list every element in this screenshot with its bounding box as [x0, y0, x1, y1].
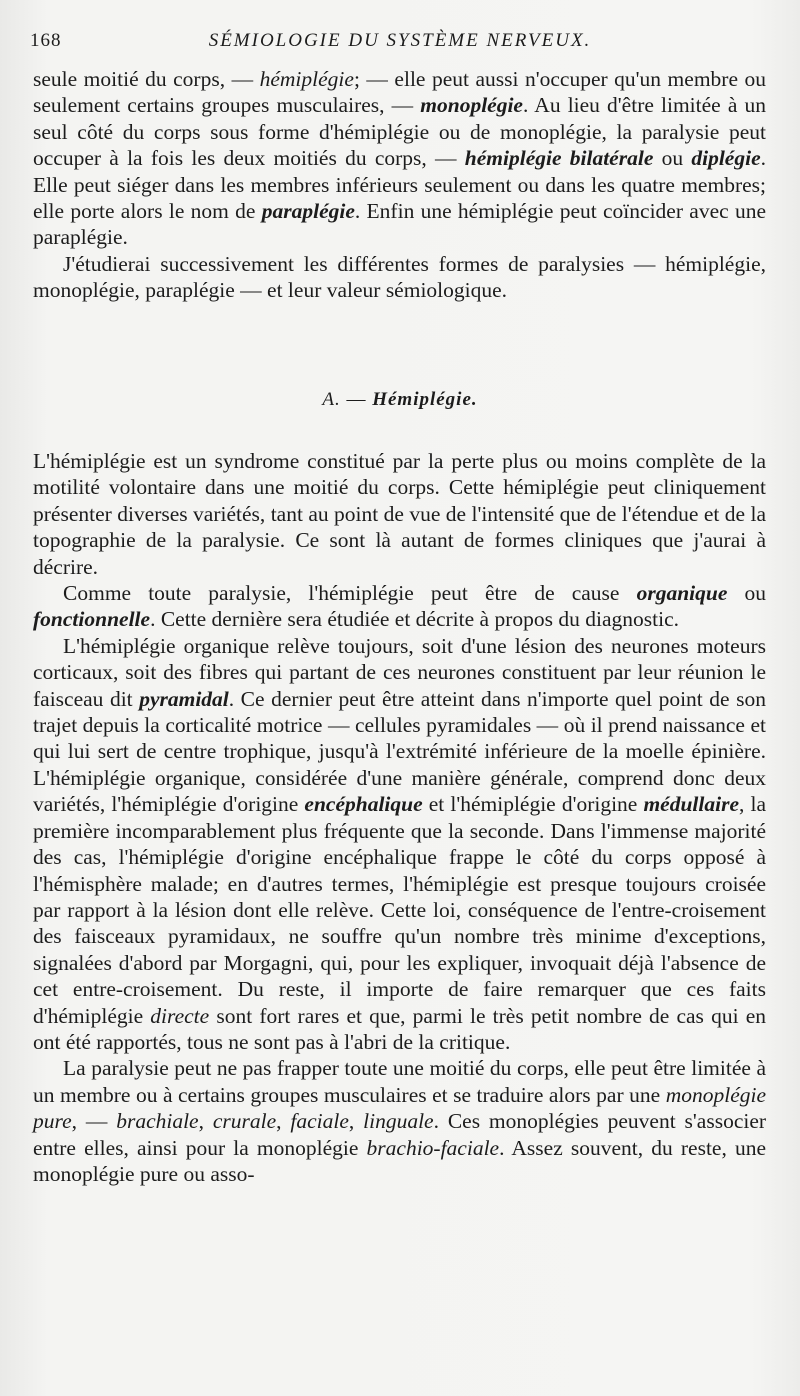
section-dash: —: [346, 389, 367, 410]
intro-text-block: [33, 66, 766, 304]
section-name: Hémiplégie.: [372, 389, 478, 410]
paragraph: Comme toute paralysie, l'hémiplégie peut être de cause organique ou fonctionnelle. Cette dernière sera étudiée et décrite à propos du diagnostic.: [33, 581, 767, 632]
paragraph: L'hémiplégie organique relève toujours, soit d'une lésion des neurones moteurs corticaux, soit des fibres qui partant de ces neurones constituent par leur réunion le faisceau dit pyramidal. Ce dernier peut être atteint dans n'importe quel point de son trajet depuis la corticalité motrice — cellules pyramidales — où il prend naissance et qui lui sert de centre trophique, jusqu'à l'extrémité inférieure de la moelle épinière. L'hémiplégie organique, considérée d'une manière générale, comprend donc deux variétés, l'hémiplégie d'origine encéphalique et l'hémiplégie d'origine médullaire, la première incomparablement plus fréquente que la seconde. Dans l'immense majorité des cas, l'hémiplégie d'origine encéphalique frappe le côté du corps opposé à l'hémisphère malade; en d'autres termes, l'hémiplégie est presque toujours croisée par rapport à la lésion dont elle relève. Cette loi, conséquence de l'entre-croisement des faisceaux pyramidaux, ne souffre qu'un nombre très minime d'exceptions, signalées d'abord par Morgagni, qui, pour les expliquer, invoquait déjà l'absence de cet entre-croisement. Du reste, il importe de faire remarquer que ces faits d'hémiplégie directe sont fort rares et que, parmi le très petit nombre de cas qui en ont été rapportés, tous ne sont pas à l'abri de la critique.: [33, 633, 766, 1054]
paragraph: J'étudierai successivement les différentes formes de paralysies — hémiplégie, monoplégie, paraplégie — et leur valeur sémiologique.: [33, 251, 766, 303]
section-heading: [0, 389, 800, 411]
running-title: SÉMIOLOGIE DU SYSTÈME NERVEUX.: [208, 30, 592, 51]
paragraph: L'hémiplégie est un syndrome constitué par la perte plus ou moins complète de la motilité volontaire dans une moitié du corps. Cette hémiplégie peut cliniquement présenter diverses variétés, tant au point de vue de l'intensité que de l'étendue et de la topographie de la paralysie. Ce sont là autant de formes cliniques que j'aurai à décrire.: [33, 449, 766, 579]
paragraph: seule moitié du corps, — hémiplégie; — elle peut aussi n'occuper qu'un membre ou seulement certains groupes musculaires, — monoplégie. Au lieu d'être limitée à un seul côté du corps sous forme d'hémiplégie ou de monoplégie, la paralysie peut occuper à la fois les deux moitiés du corps, — hémiplégie bilatérale ou diplégie. Elle peut siéger dans les membres inférieurs seulement ou dans les quatre membres; elle porte alors le nom de paraplégie. Enfin une hémiplégie peut coïncider avec une paraplégie.: [33, 67, 767, 250]
paragraph: La paralysie peut ne pas frapper toute une moitié du corps, elle peut être limitée à un membre ou à certains groupes musculaires et se traduire alors par une monoplégie pure, — brachiale, crurale, faciale, linguale. Ces monoplégies peuvent s'associer entre elles, ainsi pour la monoplégie brachio-faciale. Assez souvent, du reste, une monoplégie pure ou asso-: [33, 1056, 767, 1186]
page-number: 168: [30, 30, 62, 51]
page-header: [30, 30, 770, 60]
section-text-block: [33, 448, 766, 1187]
section-letter: A.: [322, 389, 341, 410]
